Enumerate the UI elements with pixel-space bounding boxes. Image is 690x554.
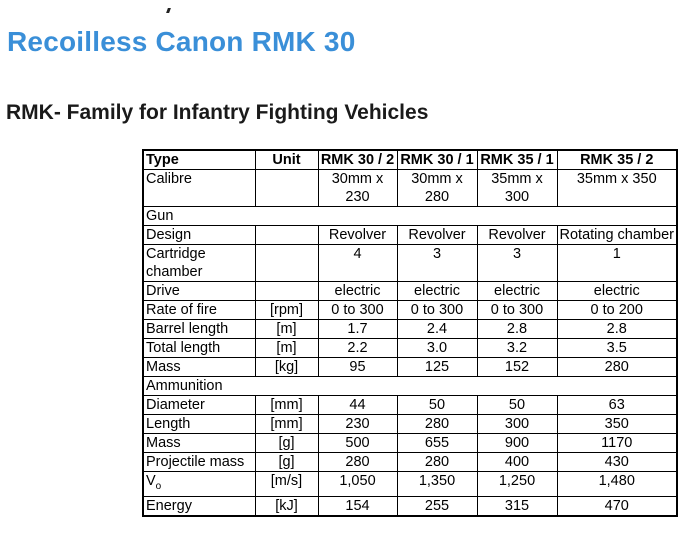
value-cell: 1170 xyxy=(557,434,677,453)
header-cell: Type xyxy=(143,150,255,170)
unit-cell xyxy=(255,226,318,245)
row-label: $V_o$ xyxy=(143,472,255,497)
unit-cell: [mm] xyxy=(255,415,318,434)
value-cell: 1.7 xyxy=(318,320,397,339)
value-cell: 280 xyxy=(557,358,677,377)
value-cell: 0 to 300 xyxy=(477,301,557,320)
section-row xyxy=(143,377,677,396)
value-cell: 0 to 300 xyxy=(318,301,397,320)
value-cell: 44 xyxy=(318,396,397,415)
value-cell: 3.2 xyxy=(477,339,557,358)
row-label: Total length xyxy=(143,339,255,358)
table-row xyxy=(143,415,677,434)
value-cell: 315 xyxy=(477,496,557,516)
value-cell: electric xyxy=(318,282,397,301)
value-cell: 3 xyxy=(397,245,477,282)
row-label: Projectile mass xyxy=(143,453,255,472)
table-row xyxy=(143,496,677,516)
value-cell: 125 xyxy=(397,358,477,377)
unit-cell: [m/s] xyxy=(255,472,318,497)
value-cell: 280 xyxy=(397,415,477,434)
value-cell: 63 xyxy=(557,396,677,415)
value-cell: 154 xyxy=(318,496,397,516)
row-label: Rate of fire xyxy=(143,301,255,320)
table-row xyxy=(143,245,677,282)
unit-cell: [rpm] xyxy=(255,301,318,320)
value-cell: 655 xyxy=(397,434,477,453)
unit-cell: [m] xyxy=(255,320,318,339)
value-cell: electric xyxy=(477,282,557,301)
value-cell: Revolver xyxy=(397,226,477,245)
unit-cell: [g] xyxy=(255,453,318,472)
value-cell: 300 xyxy=(477,415,557,434)
header-cell: RMK 35 / 2 xyxy=(557,150,677,170)
value-cell: 2.2 xyxy=(318,339,397,358)
value-cell: 500 xyxy=(318,434,397,453)
table-row xyxy=(143,358,677,377)
spec-table xyxy=(142,149,678,517)
value-cell: 1,350 xyxy=(397,472,477,497)
table-row xyxy=(143,396,677,415)
row-label: Mass xyxy=(143,434,255,453)
value-cell: 255 xyxy=(397,496,477,516)
spec-table-body xyxy=(143,150,677,516)
value-cell: Rotating chamber xyxy=(557,226,677,245)
row-label: Mass xyxy=(143,358,255,377)
value-cell: 2.8 xyxy=(477,320,557,339)
row-label: Calibre xyxy=(143,170,255,207)
unit-cell: [g] xyxy=(255,434,318,453)
value-cell: 30mm x 280 xyxy=(397,170,477,207)
unit-cell: [m] xyxy=(255,339,318,358)
value-cell: 1,050 xyxy=(318,472,397,497)
value-cell: 50 xyxy=(477,396,557,415)
value-cell: 50 xyxy=(397,396,477,415)
value-cell: 0 to 200 xyxy=(557,301,677,320)
table-row xyxy=(143,226,677,245)
row-label: Energy xyxy=(143,496,255,516)
unit-cell: [mm] xyxy=(255,396,318,415)
header-cell: RMK 35 / 1 xyxy=(477,150,557,170)
value-cell: electric xyxy=(557,282,677,301)
value-cell: 2.8 xyxy=(557,320,677,339)
value-cell: 1,250 xyxy=(477,472,557,497)
row-label: Design xyxy=(143,226,255,245)
value-cell: 35mm x 300 xyxy=(477,170,557,207)
value-cell: 1,480 xyxy=(557,472,677,497)
value-cell: 30mm x 230 xyxy=(318,170,397,207)
table-row xyxy=(143,282,677,301)
value-cell: 4 xyxy=(318,245,397,282)
value-cell: 280 xyxy=(397,453,477,472)
row-label: Barrel length xyxy=(143,320,255,339)
value-cell: 2.4 xyxy=(397,320,477,339)
value-cell: Revolver xyxy=(477,226,557,245)
section-label: Ammunition xyxy=(143,377,677,396)
table-row xyxy=(143,339,677,358)
table-row xyxy=(143,320,677,339)
section-label: Gun xyxy=(143,207,677,226)
row-label: Drive xyxy=(143,282,255,301)
value-cell: 230 xyxy=(318,415,397,434)
header-row xyxy=(143,150,677,170)
value-cell: 1 xyxy=(557,245,677,282)
header-cell: RMK 30 / 2 xyxy=(318,150,397,170)
value-cell: 900 xyxy=(477,434,557,453)
page-title: Recoilless Canon RMK 30 xyxy=(7,26,356,57)
scan-speck xyxy=(166,8,171,13)
value-cell: 35mm x 350 xyxy=(557,170,677,207)
value-cell: 3.5 xyxy=(557,339,677,358)
value-cell: electric xyxy=(397,282,477,301)
unit-cell xyxy=(255,245,318,282)
unit-cell xyxy=(255,170,318,207)
value-cell: 152 xyxy=(477,358,557,377)
section-row xyxy=(143,207,677,226)
value-cell: 350 xyxy=(557,415,677,434)
table-row xyxy=(143,453,677,472)
unit-cell: [kJ] xyxy=(255,496,318,516)
value-cell: 3 xyxy=(477,245,557,282)
table-row xyxy=(143,472,677,497)
page-subtitle: RMK- Family for Infantry Fighting Vehicles xyxy=(6,101,429,124)
value-cell: 280 xyxy=(318,453,397,472)
row-label: Diameter xyxy=(143,396,255,415)
value-cell: 0 to 300 xyxy=(397,301,477,320)
header-cell: Unit xyxy=(255,150,318,170)
value-cell: 3.0 xyxy=(397,339,477,358)
table-row xyxy=(143,301,677,320)
value-cell: 400 xyxy=(477,453,557,472)
table-row xyxy=(143,434,677,453)
row-label: Length xyxy=(143,415,255,434)
value-cell: 95 xyxy=(318,358,397,377)
row-label: Cartridge chamber xyxy=(143,245,255,282)
header-cell: RMK 30 / 1 xyxy=(397,150,477,170)
table-row xyxy=(143,170,677,207)
value-cell: 470 xyxy=(557,496,677,516)
unit-cell: [kg] xyxy=(255,358,318,377)
value-cell: 430 xyxy=(557,453,677,472)
value-cell: Revolver xyxy=(318,226,397,245)
unit-cell xyxy=(255,282,318,301)
